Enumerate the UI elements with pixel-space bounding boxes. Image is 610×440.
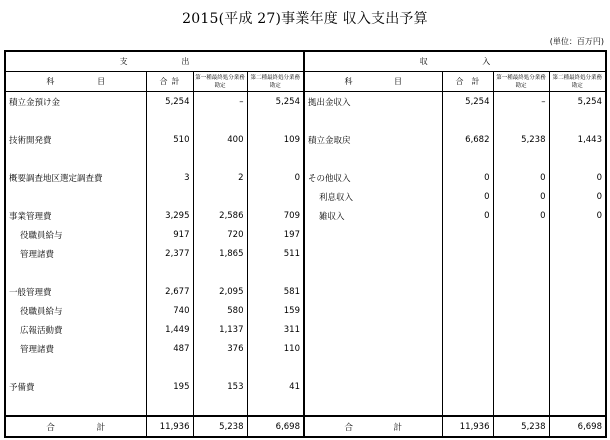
expense-account2-cell <box>247 187 304 206</box>
expense-total-cell: 195 <box>146 377 193 396</box>
item-header-char-1: 科 <box>344 77 353 86</box>
expense-total-cell: 487 <box>146 339 193 358</box>
expense-account2-cell: 5,254 <box>247 92 304 112</box>
expense-account1-cell: 1,137 <box>193 320 247 339</box>
income-total-cell <box>442 396 493 416</box>
income-account1-cell: 0 <box>493 168 549 187</box>
income-account2-cell <box>549 339 606 358</box>
income-item-label <box>304 301 442 320</box>
table-row <box>5 149 606 168</box>
expense-account1-cell: – <box>193 92 247 112</box>
total-header-char-1: 合 <box>455 77 464 86</box>
expense-item-label <box>5 149 146 168</box>
income-account2-cell: 0 <box>549 187 606 206</box>
income-account2-cell <box>549 149 606 168</box>
income-account2-cell <box>549 282 606 301</box>
income-account1-cell: 5,238 <box>493 130 549 149</box>
item-header-char-2: 目 <box>393 77 402 86</box>
expense-item-label <box>5 263 146 282</box>
expense-account1-cell <box>193 396 247 416</box>
expense-account1-cell <box>193 358 247 377</box>
income-account2-cell <box>549 263 606 282</box>
income-item-label <box>304 263 442 282</box>
expense-account1-cell: 376 <box>193 339 247 358</box>
income-account1-cell <box>493 244 549 263</box>
unit-label: (単位：百万円) <box>549 37 604 46</box>
total-label-char-2: 計 <box>393 422 402 433</box>
income-account2-cell <box>549 111 606 130</box>
income-item-label <box>304 377 442 396</box>
item-header-char-2: 目 <box>97 77 106 86</box>
income-total-cell: 5,254 <box>442 92 493 112</box>
table-row <box>5 244 606 263</box>
income-account1-cell <box>493 149 549 168</box>
expense-item-label <box>5 187 146 206</box>
expense-account2-cell: 110 <box>247 339 304 358</box>
expense-total-cell: 3 <box>146 168 193 187</box>
expense-total-header <box>146 72 193 92</box>
income-total-cell <box>442 263 493 282</box>
income-item-label <box>304 320 442 339</box>
income-account2-total: 6,698 <box>549 416 606 437</box>
column-header-row <box>5 72 606 92</box>
income-total-cell: 0 <box>442 187 493 206</box>
income-total-cell <box>442 377 493 396</box>
expense-grand-total: 11,936 <box>146 416 193 437</box>
income-account2-cell: 0 <box>549 168 606 187</box>
expense-item-label <box>5 111 146 130</box>
income-item-label: 拠出金収入 <box>304 92 442 112</box>
income-account2-header: 第二種最終処分業務勘定 <box>549 72 606 92</box>
income-account1-cell: – <box>493 92 549 112</box>
expense-account1-cell: 2,586 <box>193 206 247 225</box>
income-account2-cell <box>549 358 606 377</box>
income-account1-cell: 0 <box>493 187 549 206</box>
expense-account2-cell <box>247 111 304 130</box>
expense-account2-cell: 709 <box>247 206 304 225</box>
expense-account1-cell: 153 <box>193 377 247 396</box>
income-item-label <box>304 111 442 130</box>
expense-account2-cell: 0 <box>247 168 304 187</box>
expense-item-label: 概要調査地区選定調査費 <box>5 168 146 187</box>
income-account1-cell <box>493 339 549 358</box>
income-total-cell <box>442 339 493 358</box>
expense-total-cell: 510 <box>146 130 193 149</box>
expense-total-cell: 917 <box>146 225 193 244</box>
income-account2-cell <box>549 396 606 416</box>
income-item-label: 積立金取戻 <box>304 130 442 149</box>
income-total-cell <box>442 111 493 130</box>
expense-header-char-2: 出 <box>181 57 190 66</box>
expense-account2-cell: 41 <box>247 377 304 396</box>
income-item-label <box>304 339 442 358</box>
income-account1-total: 5,238 <box>493 416 549 437</box>
income-total-cell <box>442 282 493 301</box>
income-account1-cell <box>493 225 549 244</box>
income-total-cell: 0 <box>442 168 493 187</box>
income-item-label <box>304 225 442 244</box>
income-account1-cell: 0 <box>493 206 549 225</box>
income-total-cell: 0 <box>442 206 493 225</box>
expense-account2-cell <box>247 358 304 377</box>
expense-total-cell <box>146 111 193 130</box>
income-account2-cell <box>549 301 606 320</box>
table-row <box>5 377 606 396</box>
expense-total-cell: 3,295 <box>146 206 193 225</box>
expense-item-label <box>5 396 146 416</box>
expense-section-header <box>5 51 304 72</box>
expense-item-label: 役職員給与 <box>5 225 146 244</box>
expense-account1-header: 第一種最終処分業務勘定 <box>193 72 247 92</box>
income-total-cell <box>442 301 493 320</box>
total-row <box>5 416 606 437</box>
expense-account2-cell: 159 <box>247 301 304 320</box>
expense-account1-cell: 2 <box>193 168 247 187</box>
expense-item-label: 技術開発費 <box>5 130 146 149</box>
expense-account1-cell <box>193 263 247 282</box>
total-label-char-1: 合 <box>344 422 354 433</box>
expense-account1-cell: 1,865 <box>193 244 247 263</box>
expense-total-cell <box>146 187 193 206</box>
income-account2-cell <box>549 225 606 244</box>
expense-item-label: 広報活動費 <box>5 320 146 339</box>
income-account2-cell <box>549 377 606 396</box>
income-account1-cell <box>493 301 549 320</box>
income-account1-header: 第一種最終処分業務勘定 <box>493 72 549 92</box>
income-total-header <box>442 72 493 92</box>
expense-account1-cell <box>193 149 247 168</box>
expense-item-label: 管理諸費 <box>5 339 146 358</box>
income-account2-cell: 0 <box>549 206 606 225</box>
table-body <box>5 92 606 417</box>
income-item-label: 雑収入 <box>304 206 442 225</box>
expense-account2-cell: 109 <box>247 130 304 149</box>
income-grand-total: 11,936 <box>442 416 493 437</box>
expense-item-label: 積立金預け金 <box>5 92 146 112</box>
expense-account2-cell: 511 <box>247 244 304 263</box>
expense-account2-cell: 311 <box>247 320 304 339</box>
income-account1-cell <box>493 282 549 301</box>
page-title: 2015(平成 27)事業年度 収入支出予算 <box>182 11 428 27</box>
table-row <box>5 92 606 112</box>
income-header-char-1: 収 <box>419 57 428 66</box>
expense-item-header <box>5 72 146 92</box>
income-total-cell <box>442 244 493 263</box>
income-item-label: その他収入 <box>304 168 442 187</box>
expense-account2-cell: 581 <box>247 282 304 301</box>
total-header-char-2: 計 <box>471 77 480 86</box>
expense-account2-cell <box>247 263 304 282</box>
total-label-char-1: 合 <box>46 422 55 433</box>
income-total-cell <box>442 225 493 244</box>
income-account1-cell <box>493 396 549 416</box>
income-item-label <box>304 282 442 301</box>
income-account2-cell: 1,443 <box>549 130 606 149</box>
table-row <box>5 206 606 225</box>
income-item-label <box>304 396 442 416</box>
income-account2-cell: 5,254 <box>549 92 606 112</box>
table-row <box>5 396 606 416</box>
expense-total-cell <box>146 149 193 168</box>
expense-account1-cell: 580 <box>193 301 247 320</box>
expense-account2-cell <box>247 149 304 168</box>
income-account1-cell <box>493 320 549 339</box>
budget-table <box>4 50 607 438</box>
table-row <box>5 358 606 377</box>
expense-item-label <box>5 358 146 377</box>
expense-item-label: 役職員給与 <box>5 301 146 320</box>
table-row <box>5 339 606 358</box>
expense-account2-total: 6,698 <box>247 416 304 437</box>
income-header-char-2: 入 <box>482 57 491 66</box>
income-account1-cell <box>493 377 549 396</box>
table-row <box>5 111 606 130</box>
table-row <box>5 263 606 282</box>
expense-total-cell <box>146 263 193 282</box>
expense-account2-cell <box>247 396 304 416</box>
expense-item-label: 事業管理費 <box>5 206 146 225</box>
item-header-char-1: 科 <box>46 77 55 86</box>
expense-account2-cell: 197 <box>247 225 304 244</box>
expense-item-label: 一般管理費 <box>5 282 146 301</box>
expense-total-cell <box>146 396 193 416</box>
income-account1-cell <box>493 358 549 377</box>
income-total-cell <box>442 320 493 339</box>
expense-total-label <box>5 416 146 437</box>
expense-account1-cell <box>193 187 247 206</box>
expense-total-cell: 1,449 <box>146 320 193 339</box>
table-row <box>5 168 606 187</box>
expense-account2-header: 第二種最終処分業務勘定 <box>247 72 304 92</box>
income-account1-cell <box>493 263 549 282</box>
expense-total-cell: 5,254 <box>146 92 193 112</box>
expense-item-label: 管理諸費 <box>5 244 146 263</box>
expense-account1-total: 5,238 <box>193 416 247 437</box>
expense-total-cell: 2,677 <box>146 282 193 301</box>
income-total-cell <box>442 149 493 168</box>
expense-account1-cell <box>193 111 247 130</box>
income-account2-cell <box>549 244 606 263</box>
table-row <box>5 301 606 320</box>
total-label-char-2: 計 <box>96 422 106 433</box>
income-total-cell: 6,682 <box>442 130 493 149</box>
expense-total-cell: 740 <box>146 301 193 320</box>
income-account2-cell <box>549 320 606 339</box>
income-total-cell <box>442 358 493 377</box>
table-row <box>5 320 606 339</box>
income-item-label: 利息収入 <box>304 187 442 206</box>
total-header-char-2: 計 <box>171 77 180 86</box>
table-row <box>5 225 606 244</box>
section-header-row <box>5 51 606 72</box>
income-account1-cell <box>493 111 549 130</box>
income-item-label <box>304 358 442 377</box>
income-item-label <box>304 149 442 168</box>
income-item-label <box>304 244 442 263</box>
expense-item-label: 予備費 <box>5 377 146 396</box>
expense-account1-cell: 720 <box>193 225 247 244</box>
expense-account1-cell: 400 <box>193 130 247 149</box>
table-row <box>5 130 606 149</box>
income-section-header <box>304 51 606 72</box>
expense-total-cell <box>146 358 193 377</box>
expense-total-cell: 2,377 <box>146 244 193 263</box>
expense-header-char-1: 支 <box>119 57 128 66</box>
table-row <box>5 187 606 206</box>
table-row <box>5 282 606 301</box>
income-item-header <box>304 72 442 92</box>
total-header-char-1: 合 <box>159 77 168 86</box>
income-total-label <box>304 416 442 437</box>
expense-account1-cell: 2,095 <box>193 282 247 301</box>
